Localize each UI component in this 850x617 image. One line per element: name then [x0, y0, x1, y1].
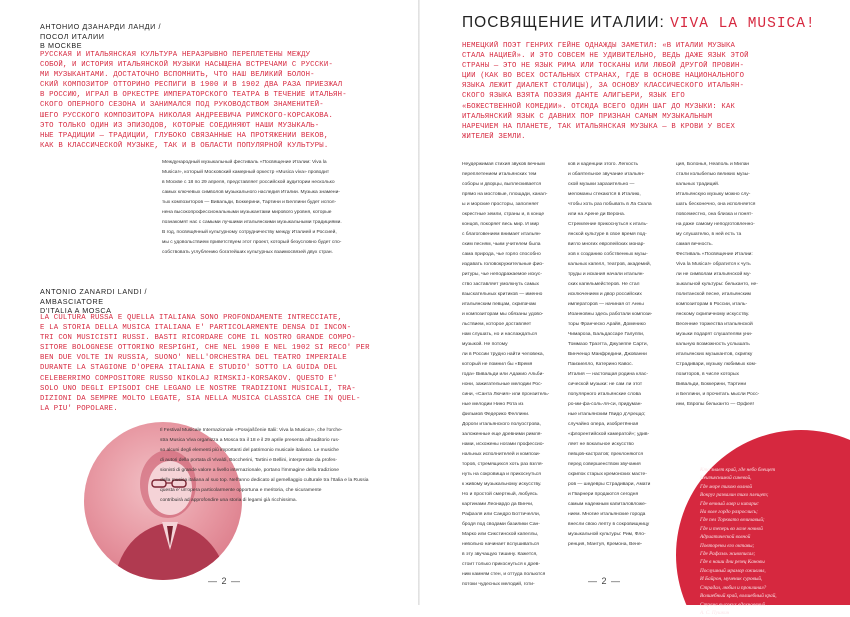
page-number-left: — 2 —: [208, 576, 242, 586]
lead-line: СКОГО ЯЗЫКА ВЗЯТА ПОЭЗИЯ ДАНТЕ АЛИГЬЕРИ, ЯЗЫК ЕГО: [462, 92, 685, 101]
body-line: contribuirà ad approfondire una storia di legami già ricchissima.: [160, 498, 298, 503]
body-line: сини, «Санта Лючия» или пронзитель-: [462, 392, 550, 397]
body-line: Но и простой смертный, любуясь: [462, 492, 538, 497]
lead-line: КАК В КЛАССИЧЕСКОЙ МУЗЫКЕ, ТАК И В ОБЛАСТИ ПОПУЛЯРНОЙ КУЛЬТУРЫ.: [40, 141, 329, 150]
body-line: исключением и двор российских: [568, 292, 642, 297]
lead-line: ЦИИ (КАК ВО ВСЕХ ОСТАЛЬНЫХ СТРАНАХ, ГДЕ В ОСНОВЕ НАЦИОНАЛЬНОГО: [462, 72, 745, 81]
body-line: самых ключевых символов музыкального наследия Италии. Музыка знамени-: [162, 190, 340, 195]
body-line: янской культуре в свое время под-: [568, 232, 647, 237]
poem-line: Где и теперь во мгле ночной: [700, 525, 763, 532]
lead-line: НЫЕ ТРАДИЦИИ — ТРАДИЦИИ, ГЛУБОКО СВЯЗАННЫЕ НА ПРОТЯЖЕНИИ ВЕКОВ,: [40, 131, 329, 140]
body-line: музыкой. Не потому: [462, 342, 508, 347]
lead-line: СКОГО ОПЕРНОГО СЕЗОНА И ЗАНИМАЛСЯ ПОД РУКОВОДСТВОМ ЗНАМЕНИТЕЙ-: [40, 101, 324, 110]
lead-line: В РОССИЮ, ИГРАЛ В ОРКЕСТРЕ ИМПЕРАТОРСКОГО ТЕАТРА В ТЕЧЕНИЕ ИТАЛЬЯН-: [40, 91, 347, 100]
poem-line: Где вечный лавр и кипарис: [700, 500, 759, 507]
body-line: ные итальянским Гвидо д'Ареццо;: [568, 412, 646, 417]
body-line: вигло многих европейских монар-: [568, 242, 645, 247]
body-line: повсеместно, она близка и понят-: [676, 212, 753, 217]
body-line: прямо на мостовые, площади, канал-: [462, 192, 548, 197]
body-line: фильмов Федерико Феллини.: [462, 412, 530, 417]
body-line: ли в России трудно найти человека,: [462, 352, 545, 357]
body-line: Il Festival Musicale Internazionale «Posvjaščenie Italii: Viva la Musica!», che l'orche-: [160, 428, 343, 433]
poem-line: А. С. Пушкин: [700, 609, 730, 616]
lead-line: ШЕГО РУССКОГО КОМПОЗИТОРА НИКОЛАЯ АНДРЕЕВИЧА РИМСКОГО-КОРСАКОВА.: [40, 111, 334, 120]
body-line: кальных капелл, театров, академий,: [568, 262, 651, 267]
body-line: императоров — начиная от Анны: [568, 302, 644, 307]
body-line: сама природа, чье горло способно: [462, 252, 541, 257]
body-line: ро-ми-фа-соль-ля-си, придуман-: [568, 402, 643, 407]
byline-italian: [40, 287, 147, 316]
lead-line: ИТАЛЬЯНСКИЙ ЯЗЫК С ДАВНИХ ПОР ПРИЗНАН САМЫМ МУЗЫКАЛЬНЫМ: [462, 112, 713, 121]
byline-line: ANTONIO ZANARDI LANDI /: [40, 287, 148, 296]
body-line: ция, Болонья, Неаполь и Милан: [676, 162, 750, 167]
body-line: музыкальной культуры: Рим, Фло-: [568, 532, 646, 537]
poem-line: Неизъяснимой синевой,: [700, 475, 752, 482]
body-line: певцов-кастратов; преклоняются: [568, 452, 643, 457]
body-russian: [162, 158, 398, 258]
body-line: который не помнил бы «Время: [462, 362, 533, 367]
body-line: года» Вивальди или Адажио Альби-: [462, 372, 544, 377]
body-line: труды и искания начали итальян-: [568, 272, 645, 277]
body-line: потоки чудесных мелодий, готи-: [462, 582, 535, 587]
body-line: самым надежным капиталовложе-: [568, 502, 647, 507]
body-line: ков и каденции этого. Легкость: [568, 162, 639, 167]
body-line: Итальянскую музыку можно слу-: [676, 192, 751, 197]
poem-line: Послушный мрамор оживлял,: [700, 567, 766, 574]
body-line: политанской песне, итальянским: [676, 292, 751, 297]
body-line: внесли свою лепту в сокровищницу: [568, 522, 650, 527]
lead-line: SOLO UNO DEGLI EPISODI CHE LEGANO LE NOSTRE TRADIZIONI MUSICALI, TRA-: [40, 384, 356, 393]
poem-line: И Байрон, мученик суровый,: [700, 576, 763, 583]
body-line: нена высокопрофессиональными музыкантами мирового уровня, которые: [162, 210, 332, 215]
lead-line: E LA STORIA DELLA MUSICA ITALIANA E' PARTICOLARMENTE DENSA DI INCON-: [40, 324, 352, 333]
body-line: «флорентийской камератой»; удив-: [568, 432, 650, 437]
body-line: so alcuni degli elementi più importanti del patrimonio musicale italiano. Le musiche: [160, 448, 339, 453]
body-line: нием. Многие итальянские города: [568, 512, 646, 517]
lead-line: LA PIU' POPOLARE.: [40, 404, 118, 413]
body-line: скрипок старых кремонских масте-: [568, 472, 647, 477]
body-line: хов к созданию собственных музы-: [568, 252, 648, 257]
lead-line: DIZIONI DA SEMPRE MOLTO LEGATE, SIA NELLA MUSICA CLASSICA CHE IN QUEL-: [40, 394, 361, 403]
body-column-2: [568, 160, 672, 550]
lead-italian: [40, 313, 392, 414]
body-line: Musica!», который Московский камерный оркестр «Musica viva» проводит: [162, 170, 330, 175]
body-line: Весенние торжества итальянской: [676, 322, 753, 327]
body-line: на даже самому неподготовленно-: [676, 222, 755, 227]
byline-line: AMBASCIATORE: [40, 296, 104, 306]
body-line: нам слушать, но и наслаждаться: [462, 332, 537, 337]
body-line: композиторам в России, италь-: [676, 302, 748, 307]
lead-line: МИ МУЗЫКАНТАМИ. ДОСТАТОЧНО ВСПОМНИТЬ, ЧТО НАШ ВЕЛИКИЙ БОЛОН-: [40, 71, 315, 80]
body-line: торы Франческо Арайя, Доменико: [568, 322, 646, 327]
body-line: мы с удовольствием приветствуем этот проект, который безусловно будет спо-: [162, 240, 342, 245]
body-line: В год, посвящённый культурному сотрудничеству между Италией и Россией,: [162, 230, 337, 235]
body-line: окрестные земли, страны и, в конце: [462, 212, 545, 217]
poem-line: Вокруг развалин тихо плещет;: [700, 492, 769, 499]
body-line: Международный музыкальный фестиваль «Посвящение Италии: Viva la: [162, 160, 327, 165]
body-line: льствием, которое доставляет: [462, 322, 532, 327]
lead-line: РУССКАЯ И ИТАЛЬЯНСКАЯ КУЛЬТУРА НЕРАЗРЫВНО ПЕРЕПЛЕТЕНЫ МЕЖДУ: [40, 51, 311, 59]
body-line: Иоанновны здесь работали компози-: [568, 312, 653, 317]
body-line: Чимароза, Бальдассаре Галуппи,: [568, 332, 645, 337]
body-line: questa e' un'opera particolarmente opportuna e meritoria, che sicuramente: [160, 488, 322, 493]
body-line: тых композиторов — Вивальди, Боккерини, Тартини и Беллини будет испол-: [162, 200, 337, 205]
poem-line: Где море тихою волной: [700, 483, 752, 490]
poem-line: Где в наши дни резец Кановы: [700, 559, 765, 566]
body-column-1: [462, 160, 566, 590]
body-line: ров — шедевры Страдивари, Амати: [568, 482, 651, 487]
body-line: Марко или Сикстинской капеллы,: [462, 532, 539, 537]
body-line: бродя под сводами базилики Сан-: [462, 522, 540, 527]
byline-line: D'ITALIA A MOSCA: [40, 306, 112, 316]
body-line: перед совершенством звучания: [568, 462, 641, 467]
body-line: картинами Леонардо да Винчи,: [462, 502, 534, 507]
lead-line: НАРЕЧИЕМ НА ПЛАНЕТЕ, ТАК ИТАЛЬЯНСКАЯ МУЗЫКА — В КРОВИ У ВСЕХ: [462, 122, 736, 131]
body-line: познакомят нас с самыми лучшими итальянскими музыкальными традициями.: [162, 220, 342, 225]
title-accent: VIVA LA MUSICA!: [670, 16, 816, 32]
body-line: ли не символам итальянской му-: [676, 272, 752, 277]
body-line: sionisti di grande valore a livello internazionale, portano l'immagine della tradizione: [160, 468, 340, 473]
body-line: Viva la Musica!» обратится к чуть: [676, 262, 751, 267]
pushkin-poem: [700, 466, 820, 617]
lead-line: DURANTE LA STAGIONE D'OPERA ITALIANA E STUDIO' SOTTO LA GUIDA DEL: [40, 364, 338, 373]
lead-line: СКИЙ КОМПОЗИТОР ОТТОРИНО РЕСПИГИ В 1900 И В 1902 ДВА РАЗА ПРИЕЗЖАЛ: [40, 81, 343, 90]
poem-line: Где пел Торквато величавый;: [700, 517, 765, 524]
body-line: Италия — настоящая родина клас-: [568, 372, 648, 377]
body-line: нуть на сокровища и прикоснуться: [462, 472, 541, 477]
body-line: с благоговением внимает итальян-: [462, 232, 542, 237]
poem-line: Где Рафаэль живописал;: [700, 551, 756, 558]
body-line: в Москве с 18 по 29 апреля, представляет российской аудитории несколько: [162, 180, 335, 185]
body-line: итальянским певцам, скрипачам: [462, 302, 536, 307]
body-line: позиторов, в числе которых: [676, 372, 739, 377]
body-line: нами, исхожены ногами профессио-: [462, 442, 545, 447]
lead-line: CELEBERRIMO COMPOSITORE RUSSO NIKOLAJ RIMSKIJ-KORSAKOV. QUESTO E': [40, 374, 338, 383]
body-line: Стремление прикоснуться к италь-: [568, 222, 648, 227]
body-line: му слушателю, в ней есть та: [676, 232, 742, 237]
body-line: Дороги итальянского полуострова,: [462, 422, 541, 427]
body-line: ских капельмейстеров. Не стал: [568, 282, 640, 287]
lead-line: СТРАНЫ — ЭТО НЕ ЯЗЫК РИМА ИЛИ ТОСКАНЫ ИЛИ ЛЮБОЙ ДРУГОЙ ПРОВИН-: [462, 62, 745, 71]
body-line: меломаны стекаются в Италию,: [568, 192, 641, 197]
body-line: торов, стремящихся хоть раз взгля-: [462, 462, 544, 467]
body-line: шать бесконечно, она исполняется: [676, 202, 756, 207]
body-line: стоит только прикоснуться к древ-: [462, 562, 541, 567]
byline-russian: [40, 22, 161, 51]
body-line: случайно опера, изобретённая: [568, 422, 639, 427]
poem-line: Страна высоких вдохновений…: [700, 601, 770, 608]
body-line: собствовать углублению богатейших культурных взаимосвязей двух стран.: [162, 250, 333, 255]
body-line: сической музыки: не сам ли этот: [568, 382, 643, 387]
body-line: кальную возможность услышать: [676, 342, 750, 347]
body-line: di autori della portata di Vivaldi, Boccherini, Tartini e Bellini, interpretate da profes-: [160, 458, 338, 463]
body-line: концов, покоряет весь мир. И мир: [462, 222, 539, 227]
body-line: зыкальной культуры: бельканто, не-: [676, 282, 758, 287]
poem-line: Повторены его октавы;: [700, 542, 755, 549]
body-line: ской музыки заразительно —: [568, 182, 635, 187]
lead-line: ЖИТЕЛЕЙ ЗЕМЛИ.: [462, 132, 526, 141]
body-line: чтобы хоть раз побывать в Ла Скала: [568, 202, 652, 207]
page-number-right: — 2 —: [588, 576, 622, 586]
poem-line: Кто знает край, где небо блещет: [700, 467, 776, 473]
body-line: della musica italiana al suo top. Nell'anno dedicato al gemellaggio culturale tra l'Italia e la Russia: [160, 478, 369, 483]
body-line: ним камням стен, и оттуда польются: [462, 572, 546, 577]
lead-line: СТАЛА НАЦИЕЙ». И ЭТО СОВСЕМ НЕ УДИВИТЕЛЬНО, ВЕДЬ ДАЖЕ ЯЗЫК ЭТОЙ: [462, 52, 749, 61]
body-line: Вивальди, Боккерини, Тартини: [676, 382, 747, 387]
article-title: [462, 14, 816, 32]
body-line: Паизиелло, Катерино Кавос.: [568, 362, 633, 367]
lead-line: «БОЖЕСТВЕННОЙ КОМЕДИИ». ОТСЮДА ВСЕГО ОДИН ШАГ ДО МУЗЫКИ: КАК: [462, 102, 736, 111]
lead-line: LA CULTURA RUSSA E QUELLA ITALIANA SONO PROFONDAMENTE INTRECCIATE,: [40, 314, 343, 322]
lead-line: BEN DUE VOLTE IN RUSSIA, SUONO' NELL'ORCHESTRA DEL TEATRO IMPERIALE: [40, 354, 347, 363]
body-line: кальных традиций.: [676, 182, 720, 187]
body-line: Томмазо Траэтта, Джузеппе Сарти,: [568, 342, 648, 347]
byline-line: АНТОНИО ДЗАНАРДИ ЛАНДИ /: [40, 22, 162, 31]
body-line: и обаятельное звучание итальян-: [568, 172, 645, 177]
byline-line: В МОСКВЕ: [40, 41, 83, 51]
body-line: нальных исполнителей и компози-: [462, 452, 541, 457]
body-line: ренция, Мантуя, Кремона, Вене-: [568, 542, 643, 547]
poem-line: Адриатической волной: [700, 534, 751, 541]
body-line: ляет не вокальное искусство: [568, 442, 634, 447]
body-line: ные мелодии Нино Рота из: [462, 402, 524, 407]
lead-line: СОБОЙ, И ИСТОРИЯ ИТАЛЬЯНСКОЙ МУЗЫКИ НАСЫЩЕНА ВСТРЕЧАМИ С РУССКИ-: [40, 61, 334, 70]
byline-line: ПОСОЛ ИТАЛИИ: [40, 31, 105, 41]
lead-line: ЭТО ТОЛЬКО ОДИН ИЗ ЭПИЗОДОВ, КОТОРЫЕ СОЕДИНЯЮТ НАШИ МУЗЫКАЛЬ-: [40, 121, 320, 130]
body-line: итальянских музыкантов, скрипку: [676, 352, 753, 357]
body-line: ским песням, чьим учителем была: [462, 242, 541, 247]
body-line: и композиторам мы обязаны удово-: [462, 312, 544, 317]
body-line: в эту звучащую тишину. Кажется,: [462, 552, 538, 557]
body-line: stra Musica Viva organizza a Mosca tra il 18 e il 29 aprile presenta all'auditorio rus-: [160, 438, 340, 443]
body-line: взыскательных критиков — именно: [462, 292, 543, 297]
body-line: Рафаэля или Сандро Боттичелли,: [462, 512, 541, 517]
title-plain: ПОСВЯЩЕНИЕ ИТАЛИИ:: [462, 14, 665, 31]
lead-line: НЕМЕЦКИЙ ПОЭТ ГЕНРИХ ГЕЙНЕ ОДНАЖДЫ ЗАМЕТИЛ: «В ИТАЛИИ МУЗЫКА: [462, 42, 736, 50]
body-line: Неудержимая стихия звуков вечным: [462, 162, 545, 167]
body-line: Страдивари, музыку любимых ком-: [676, 362, 757, 367]
lead-line: TRI CON MUSICISTI RUSSI. BASTI RICORDARE COME IL NOSTRO GRANDE COMPO-: [40, 334, 356, 343]
poem-line: Волшебный край, волшебный край,: [700, 593, 777, 600]
lead-russian: [40, 50, 392, 151]
lead-line: ЯЗЫКА ЛЕЖИТ ДИАЛЕКТ СТОЛИЦЫ), ЗА ОСНОВУ КЛАССИЧЕСКОГО ИТАЛЬЯН-: [462, 82, 745, 91]
body-line: переплетением итальянских тем: [462, 172, 537, 177]
body-line: нони, зажигательные мелодии Рос-: [462, 382, 543, 387]
body-line: самая вечность.: [676, 242, 713, 247]
body-line: и Беллини, и прочитать мысли Росс-: [676, 392, 760, 397]
body-line: популярного итальянские слова: [568, 392, 641, 397]
body-line: и Гварнери продаются сегодня: [568, 492, 639, 497]
poem-line: Страдал, любил и проклинал?: [700, 584, 767, 591]
body-line: соборы и дворцы, выплескивается: [462, 182, 542, 187]
poem-line: На воле гордо разрослись;: [700, 509, 758, 516]
body-line: ство заставляет умолкнуть самых: [462, 282, 539, 287]
body-line: к живому музыкальному искусству.: [462, 482, 542, 487]
body-line: стали колыбелью великих музы-: [676, 172, 750, 177]
body-line: музыки подарят слушателям уни-: [676, 332, 753, 337]
body-line: или на Арене ди Верона.: [568, 212, 626, 217]
body-line: янскому скрипичному искусству.: [676, 312, 750, 317]
left-page: [0, 0, 420, 605]
body-line: ини, Европы бельканто — Орфея!: [676, 402, 754, 407]
body-line: заложенные еще древними римля-: [462, 432, 543, 437]
body-line: Винченцо Манфредини, Джованни: [568, 352, 647, 357]
body-line: ритуры, чье неподражаемое искус-: [462, 272, 542, 277]
lead-right: [462, 41, 817, 142]
body-italian: [160, 426, 400, 506]
body-column-3: [676, 160, 786, 410]
body-line: невольно начинает вслушиваться: [462, 542, 539, 547]
body-line: ы и морские просторы, заполняет: [462, 202, 539, 207]
body-line: издавать головокружительные фио-: [462, 262, 544, 267]
lead-line: SITORE BOLOGNESE OTTORINO RESPIGHI, CHE NEL 1900 E NEL 1902 SI RECO' PER: [40, 344, 370, 353]
body-line: Фестиваль «Посвящение Италии:: [676, 252, 753, 257]
